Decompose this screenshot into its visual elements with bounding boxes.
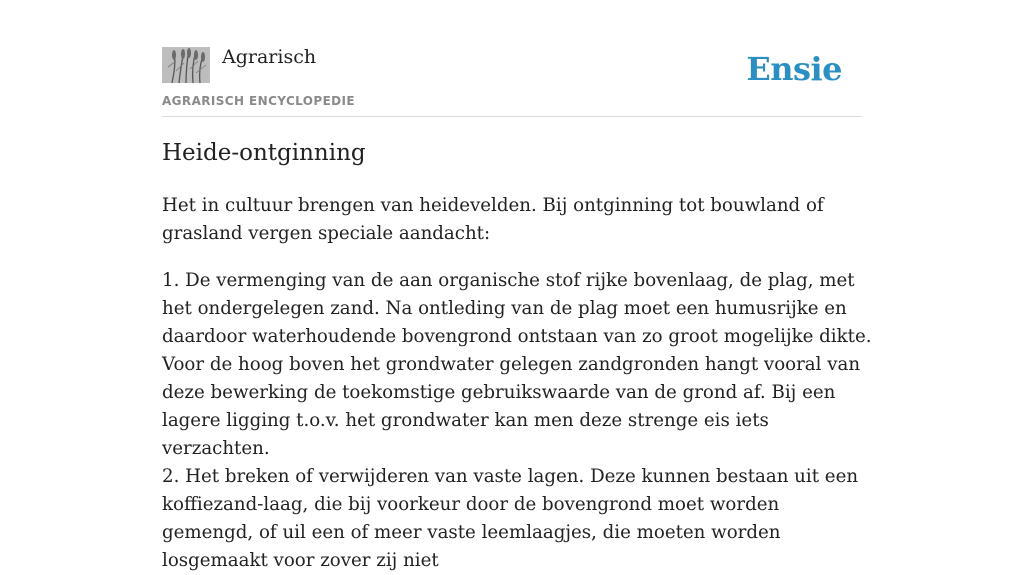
article-intro: Het in cultuur brengen van heidevelden. Bij ontginning tot bouwland of grasland vergen speciale aandacht: bbox=[162, 195, 824, 244]
article-body bbox=[162, 192, 872, 575]
article-point: 2. Het breken of verwijderen van vaste lagen. Deze kunnen bestaan uit een koffiezand-laag, die bij voorkeur door de bovengrond moet worden gemengd, of uil een of meer vaste leemlaagjes, die moeten worden losgemaakt voor zover zij niet bbox=[162, 466, 859, 571]
page-title: Heide-ontginning bbox=[162, 140, 366, 166]
source-name[interactable]: Agrarisch bbox=[222, 46, 317, 68]
brand-logo[interactable]: Ensie bbox=[746, 50, 842, 88]
source-subtitle: AGRARISCH ENCYCLOPEDIE bbox=[162, 94, 355, 108]
wheat-ears-icon[interactable] bbox=[162, 47, 210, 83]
header bbox=[162, 44, 862, 117]
article-point: 1. De vermenging van de aan organische stof rijke bovenlaag, de plag, met het ondergelegen zand. Na ontleding van de plag moet een humusrijke en daardoor waterhoudende bovengrond ontstaan van zo groot mogelijke dikte. Voor de hoog boven het grondwater gelegen zandgronden hangt vooral van deze bewerking de toekomstige gebruikswaarde van de grond af. Bij een lagere ligging t.o.v. het grondwater kan men deze strenge eis iets verzachten. bbox=[162, 270, 872, 459]
